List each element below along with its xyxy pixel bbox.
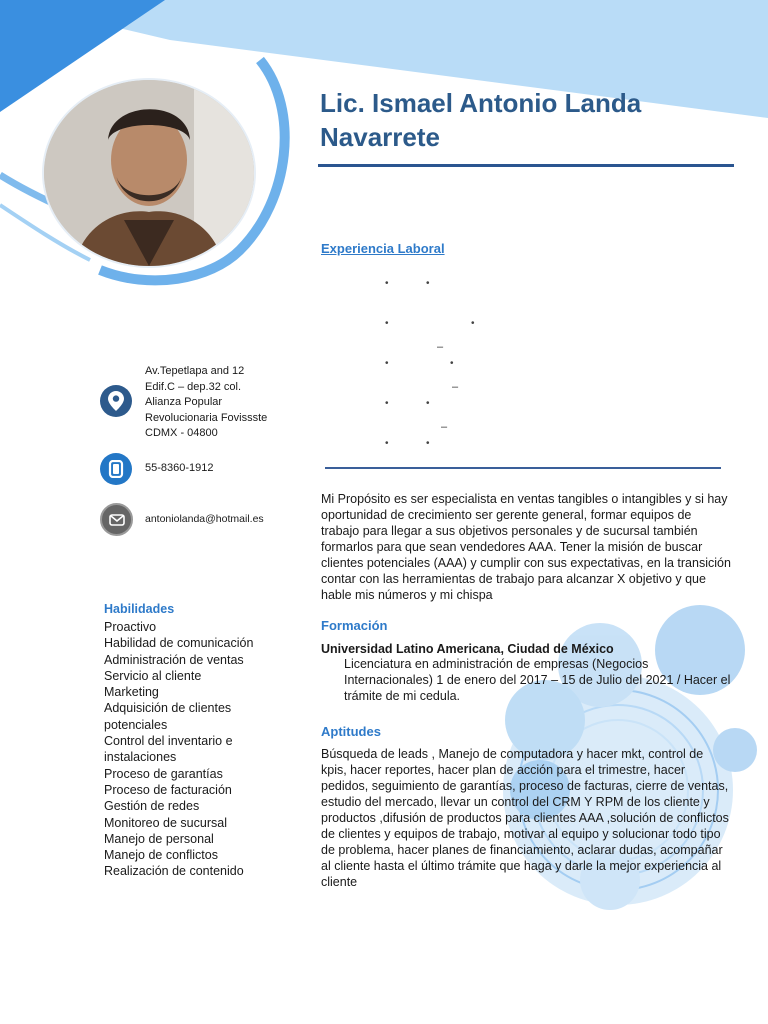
name-divider xyxy=(318,164,734,167)
dash-mark: – xyxy=(452,381,459,393)
skill-item: Proceso de garantías xyxy=(104,766,223,781)
skill-item: Gestión de redes xyxy=(104,799,200,814)
dash-mark: – xyxy=(437,341,444,353)
skills-list xyxy=(104,619,274,880)
email-address[interactable]: antoniolanda@hotmail.es xyxy=(145,513,264,525)
skills-heading: Habilidades xyxy=(104,602,175,616)
skill-item: Control del inventario e instalaciones xyxy=(104,734,233,765)
bullet-mark: • xyxy=(385,278,389,289)
bullet-mark: • xyxy=(450,358,454,369)
phone-icon xyxy=(100,453,132,485)
address xyxy=(145,364,295,442)
envelope-icon xyxy=(100,503,133,536)
education-institution: Universidad Latino Americana, Ciudad de México xyxy=(321,642,614,656)
bullet-mark: • xyxy=(385,318,389,329)
education-heading: Formación xyxy=(321,618,388,633)
skill-item: Realización de contenido xyxy=(104,864,244,879)
skill-item: Proceso de facturación xyxy=(104,782,232,797)
skill-item: Habilidad de comunicación xyxy=(104,636,254,651)
address-line: Alianza Popular xyxy=(145,396,223,408)
phone-number[interactable]: 55-8360-1912 xyxy=(145,462,214,474)
skill-item: Administración de ventas xyxy=(104,652,244,667)
dash-mark: – xyxy=(441,421,448,433)
skill-item: Proactivo xyxy=(104,620,157,634)
address-line: CDMX - 04800 xyxy=(145,427,218,439)
skill-item: Marketing xyxy=(104,685,159,700)
bullet-mark: • xyxy=(471,318,475,329)
bullet-mark: • xyxy=(426,278,430,289)
aptitudes-heading: Aptitudes xyxy=(321,724,381,739)
skill-item: Monitoreo de sucursal xyxy=(104,815,227,830)
bullet-mark: • xyxy=(385,398,389,409)
candidate-name: Lic. Ismael Antonio Landa Navarrete xyxy=(320,88,642,152)
skill-item: Adquisición de clientes potenciales xyxy=(104,701,232,732)
address-line: Av.Tepetlapa and 12 xyxy=(145,365,245,377)
address-line: Revolucionaria Fovissste xyxy=(145,411,268,424)
experience-divider xyxy=(325,467,721,469)
bullet-mark: • xyxy=(385,358,389,369)
profile-photo xyxy=(42,78,256,268)
address-line: Edif.C – dep.32 col. xyxy=(145,380,242,393)
education-degree: Licenciatura en administración de empresas (Negocios Internacionales) 1 de enero del 2017 – 15 de Julio del 2021 / Hacer el trámite de mi cedula. xyxy=(344,657,731,703)
location-pin-icon xyxy=(100,385,132,417)
bullet-mark: • xyxy=(385,438,389,449)
skill-item: Servicio al cliente xyxy=(104,668,202,683)
skill-item: Manejo de conflictos xyxy=(104,848,218,863)
bullet-mark: • xyxy=(426,438,430,449)
purpose-statement: Mi Propósito es ser especialista en ventas tangibles o intangibles y si hay oportunidad de crecimiento ser gerente general, formar equipos de trabajo para llegar a sus objetivos personales y de sucursal también formarlos para que sean vendedores AAA. Tener la misión de buscar clientes potenciales (AAA) y cumplir con sus expectativas, en la transición contar con las herramientas de trabajo para alcanzar X objetivo y que hable mis números y mi chispa xyxy=(321,492,731,602)
aptitudes-text: Búsqueda de leads , Manejo de computadora y hacer mkt, control de kpis, hacer reportes, hacer plan de acción para el trimestre, hacer pedidos, seguimiento de garantías, proceso de facturas, cierre de ventas, estudio del mercado, llevar un control del CRM Y RPM de los cliente y productos ,difusión de productos para clientes AAA ,solución de conflictos de clientes y equipos de trabajo, motivar al equipo y solucionar todo tipo de problema, hacer planes de financiamiento, aclarar dudas, acompañar al cliente hasta el último trámite que haga y darle la mejor experiencia al cliente xyxy=(321,747,729,889)
skill-item: Manejo de personal xyxy=(104,831,214,846)
bullet-mark: • xyxy=(426,398,430,409)
avatar-silhouette xyxy=(44,80,254,266)
experience-heading: Experiencia Laboral xyxy=(321,241,445,256)
